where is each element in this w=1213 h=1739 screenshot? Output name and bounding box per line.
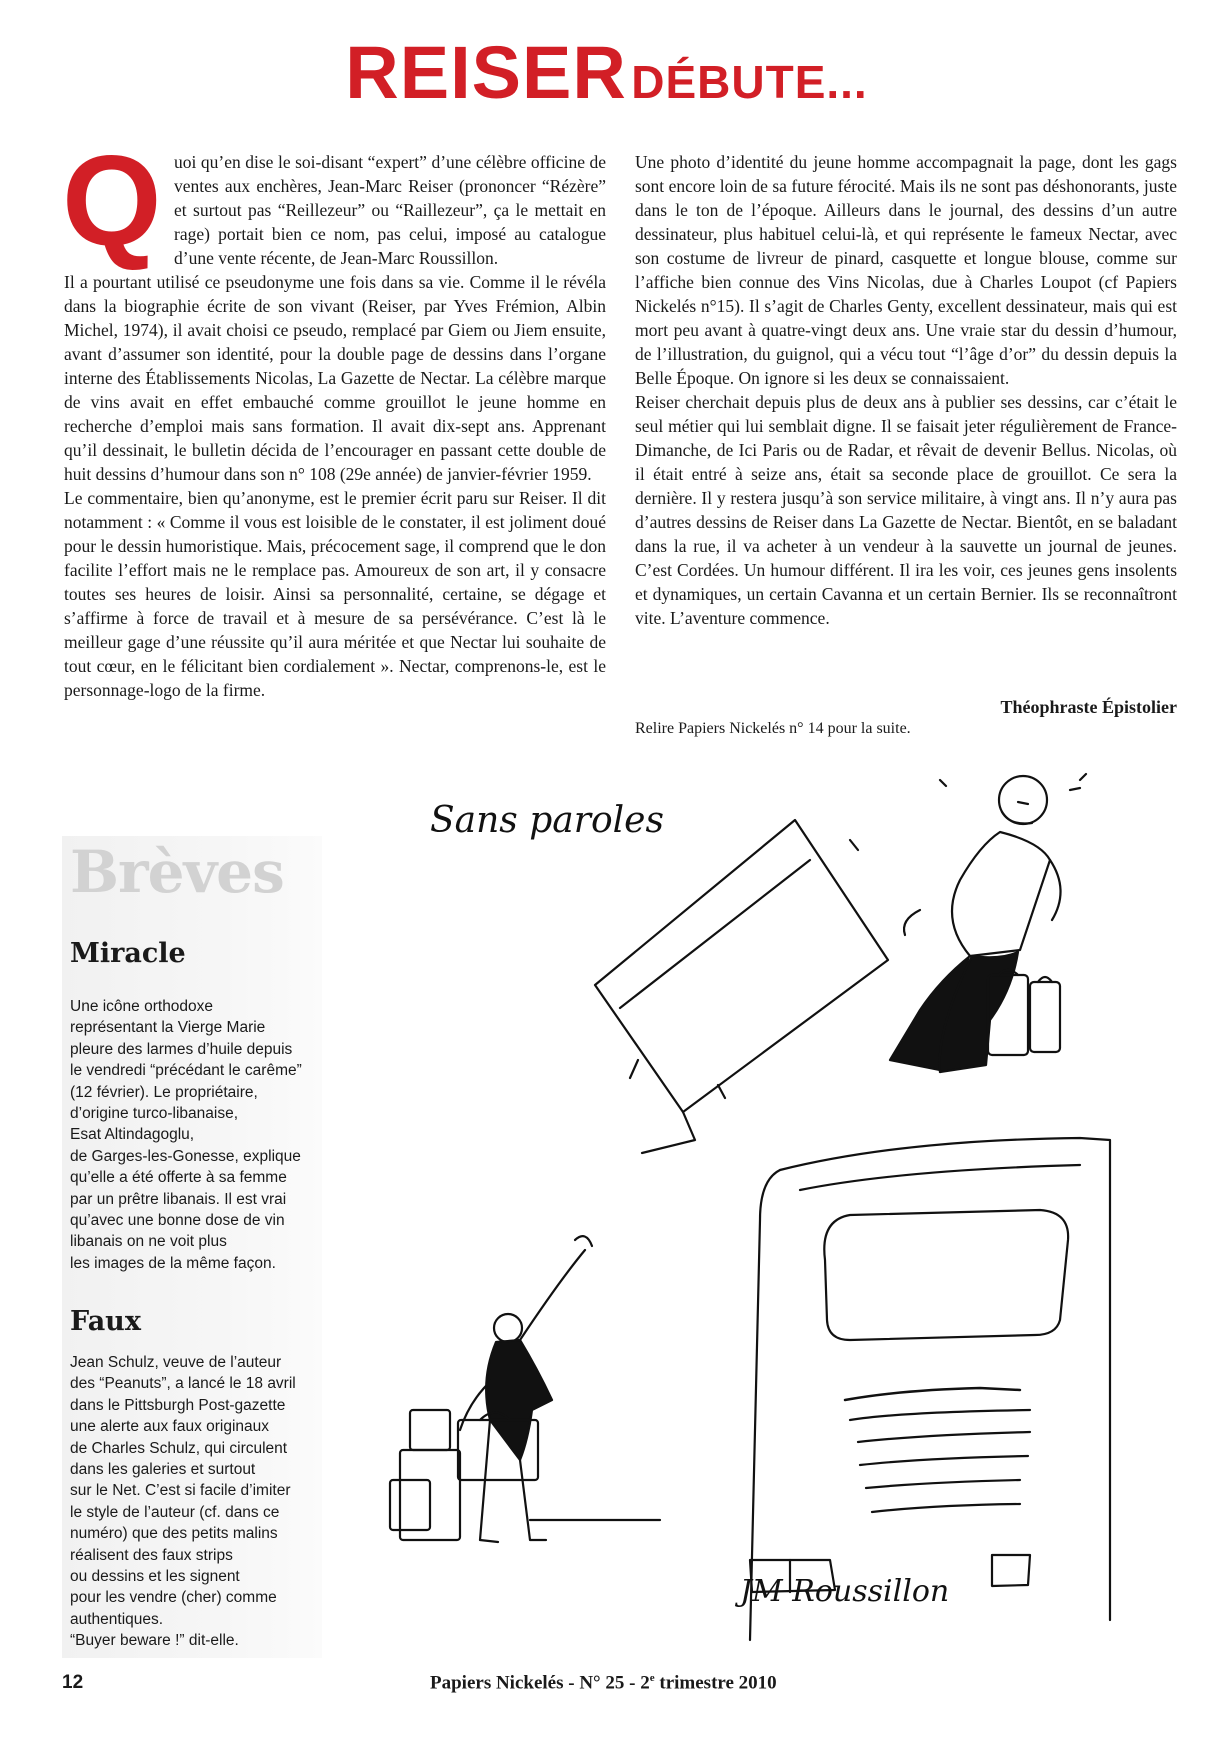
article-paragraph: Il a pourtant utilisé ce pseudonyme une fois dans sa vie. Comme il le révéla dans la biographie écrite de son vivant (Reiser, par Yves Frémion, Albin Michel, 1974), il avait choisi ce pseudo, remplacé par Giem ou Jiem ensuite, avant d’assumer son identité, pour la double page de dessins dans l’organe interne des Établissements Nicolas, La Gazette de Nectar. La célèbre marque de vins avait en effet embauché comme grouillot le jeune homme en recherche d’emploi mais sans formation. Il avait dix-sept ans. Apprenant qu’il dessinait, le bulletin décida de l’encourager en passant cette double de huit dessins d’humour dans son n° 108 (29e année) de janvier-février 1959. — [64, 272, 606, 484]
text-line: une alerte aux faux originaux — [70, 1418, 270, 1436]
crate-drawing — [595, 820, 888, 1153]
page-number: 12 — [62, 1672, 84, 1693]
breves-sidebar — [62, 836, 322, 1658]
breves-heading: Brèves — [70, 838, 284, 906]
title-main: REISER — [345, 31, 627, 114]
text-line: les images de la même façon. — [70, 1254, 276, 1272]
article-paragraph: Le commentaire, bien qu’anonyme, est le premier écrit paru sur Reiser. Il dit notamment : « Comme il vous est loisible de le constater, il est joliment doué pour le dessin humoristique. Mais, précocement sage, il comprend que le don facilite l’effort mais ne le remplace pas. Amoureux de son art, il y consacre toutes ses heures de loisir. Ainsi sa personnalité, certaine, se dégage et s’affirme à force de travail et à mesure de sa persévérance. C’est là le meilleur gage d’une réussite qu’il aura méritée et que Nectar lui souhaite de tout cœur, en le félicitant bien cordialement ». Nectar, comprenons-le, est le personnage-logo de la firme. — [64, 488, 606, 700]
article-paragraph: uoi qu’en dise le soi-disant “expert” d’une célèbre officine de ventes aux enchères, Jean-Marc Reiser (prononcer “Rézère” et surtout pas “Reillezeur” ou “Raillezeur”, ça le mettait en rage) portait bien ce nom, pas celui, imposé au catalogue d’une vente récente, de Jean-Marc Roussillon. — [174, 152, 606, 268]
text-line: (12 février). Le propriétaire, — [70, 1083, 258, 1101]
cartoon-caption: Sans paroles — [430, 800, 664, 841]
text-line: ou dessins et les signent — [70, 1568, 240, 1586]
footer-publication — [430, 1672, 777, 1694]
man-waving-drawing — [460, 1236, 592, 1542]
text-line: réalisent des faux strips — [70, 1546, 233, 1564]
text-line: Esat Altindagoglu, — [70, 1126, 195, 1144]
text-line: des “Peanuts”, a lancé le 18 avril — [70, 1375, 296, 1393]
article-note: Relire Papiers Nickelés n° 14 pour la suite. — [635, 720, 911, 737]
text-line: de Garges-les-Gonesse, explique — [70, 1147, 301, 1165]
footer-period: trimestre 2010 — [654, 1672, 777, 1694]
text-line: représentant la Vierge Marie — [70, 1019, 266, 1037]
text-line: numéro) que des petits malins — [70, 1525, 278, 1543]
text-line: sur le Net. C’est si facile d’imiter — [70, 1482, 291, 1500]
title-secondary: DÉBUTE... — [631, 56, 868, 108]
text-line: pleure des larmes d’huile depuis — [70, 1040, 293, 1058]
text-line: authentiques. — [70, 1610, 164, 1628]
breve-text-miracle — [70, 996, 322, 1274]
text-line: Une icône orthodoxe — [70, 998, 214, 1015]
article-column-left — [62, 130, 606, 702]
text-line: d’origine turco-libanaise, — [70, 1105, 239, 1123]
text-line: de Charles Schulz, qui circulent — [70, 1439, 288, 1457]
footer-superscript: e — [649, 1672, 655, 1684]
article-paragraph: Reiser cherchait depuis plus de deux ans à publier ses dessins, car c’était le seul métier qui lui semblait digne. Il se faisait jeter régulièrement de France-Dimanche, de Ici Paris ou de Radar, et rêvait de devenir Bellus. Nicolas, où il était entré à seize ans, était sa seconde place de grouillot. Ce sera la dernière. Il y restera jusqu’à son service militaire, à vingt ans. Il n’y aura pas d’autres dessins de Reiser dans La Gazette de Nectar. Bientôt, en se baladant dans la rue, il va acheter à un vendeur à la sauvette un journal de jeunes. C’est Cordées. Un humour différent. Il ira les voir, ces jeunes gens insolents et dynamiques, un certain Cavanna et un certain Bernier. Ils se reconnaîtront vite. L’aventure commence. — [635, 392, 1177, 628]
text-line: qu’elle a été offerte à sa femme — [70, 1169, 287, 1187]
article-paragraph: Une photo d’identité du jeune homme accompagnait la page, dont les gags sont encore loin de sa future férocité. Mais ils ne sont pas déshonorants, juste dans le ton de l’époque. Ailleurs dans le journal, des dessins d’un autre dessinateur, plus habituel celui-là, et qui représente le fameux Nectar, avec son costume de livreur de pinard, casquette et longue blouse, comme sur l’affiche bien connue des Vins Nicolas, due à Charles Loupot (cf Papiers Nickelés n°15). Il s’agit de Charles Genty, excellent dessinateur, mais qui est mort peu avant à quatre-vingt deux ans. Une vraie star du dessin d’humour, de l’illustration, du guignol, qui a vécu tout “l’âge d’or” du dessin depuis la Belle Époque. On ignore si les deux se connaissaient. — [635, 152, 1177, 388]
text-line: pour les vendre (cher) comme — [70, 1589, 277, 1607]
text-line: qu’avec une bonne dose de vin — [70, 1212, 285, 1230]
drop-cap: Q — [62, 130, 162, 273]
cartoon-signature: JM Roussillon — [740, 1574, 950, 1609]
text-line: Jean Schulz, veuve de l’auteur — [70, 1354, 282, 1371]
page-title — [0, 30, 1213, 115]
text-line: libanais on ne voit plus — [70, 1233, 227, 1251]
text-line: par un prêtre libanais. Il est vrai — [70, 1190, 287, 1208]
footer-text: Papiers Nickelés - N° 25 - 2 — [430, 1672, 650, 1694]
truck-drawing — [750, 1138, 1110, 1640]
breve-title-faux: Faux — [70, 1306, 141, 1337]
breve-title-miracle: Miracle — [70, 938, 186, 969]
text-line: dans le Pittsburgh Post-gazette — [70, 1396, 286, 1414]
text-line: le vendredi “précédant le carême” — [70, 1062, 302, 1080]
text-line: le style de l’auteur (cf. dans ce — [70, 1503, 280, 1521]
text-line: “Buyer beware !” dit-elle. — [70, 1632, 239, 1650]
article-column-right — [635, 150, 1177, 630]
text-line: dans les galeries et surtout — [70, 1461, 256, 1479]
breve-text-faux — [70, 1352, 322, 1652]
cartoon-illustration — [380, 760, 1213, 1660]
article-author: Théophraste Épistolier — [1000, 697, 1177, 717]
